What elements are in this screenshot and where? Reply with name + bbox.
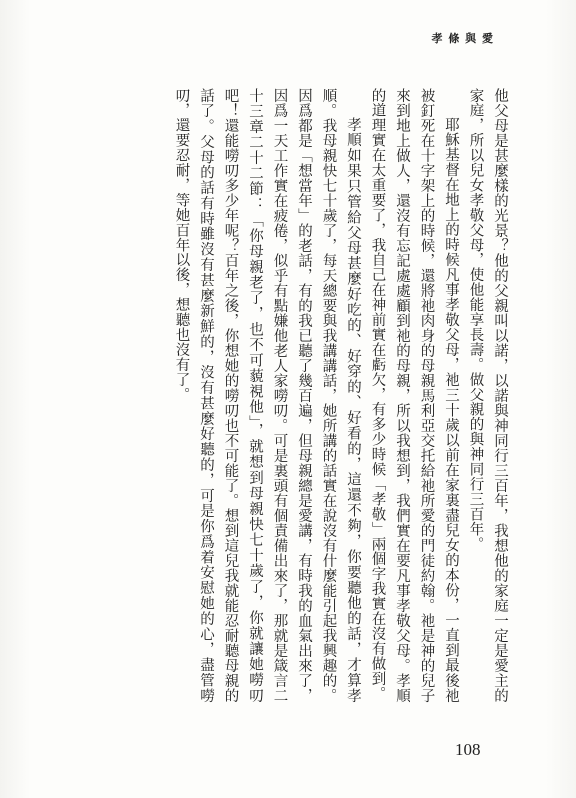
page-number: 108 <box>455 740 481 759</box>
running-head: 孝 條 與 愛 <box>431 32 494 45</box>
paragraph-1: 他父母是甚麼樣的光景？他的父親叫以諾，以諾與神同行三百年，我想他的家庭一定是愛主的家庭，所以兒女孝敬父母，使他能享長壽。做父親的與神同行三百年。 <box>467 88 508 703</box>
paragraph-2: 耶穌基督在地上的時候凡事孝敬父母，祂三十歲以前在家裏盡兒女的本份，一直到最後祂被釘死在十字架上的時候，還將祂肉身的母親馬利亞交托給祂所愛的門徒約翰。祂是神的兒子來到地上做人，還沒有忘記處處顧到祂的母親，所以我想到，我們實在要凡事孝敬父母。孝順的道理實在太重要了，我自己在神前實在虧欠，有多少時候「孝敬」兩個字我實在沒有做到。 <box>369 88 459 703</box>
paragraph-3: 孝順如果只管給父母甚麼好吃的、好穿的、好看的，這還不夠，你要聽他的話，才算孝順。我母親快七十歲了，每天總要與我講講話，她所講的話實在說沒有什麼能引起我興趣的。因爲都是「想當年」的老話，有的我已聽了幾百遍，但母親總是愛講，有時我的血氣出來了，因爲一天工作實在疲倦，似乎有點嫌他老人家嘮叨。可是裏頭有個責備出來了，那就是箴言二十三章二十二節：「你母親老了，也不可藐視他」，就想到母親快七十歲了，你就讓她嘮叨吧！還能嘮叨多少年呢？百年之後，你想她的嘮叨也不可能了。想到這兒我就能忍耐聽母親的話了。父母的話有時雖沒有甚麼新鮮的，沒有甚麼好聽的，可是你爲着安慰她的心，盡管嘮叨，還要忍耐，等她百年以後，想聽也沒有了。 <box>173 88 361 703</box>
body-text <box>92 88 512 703</box>
